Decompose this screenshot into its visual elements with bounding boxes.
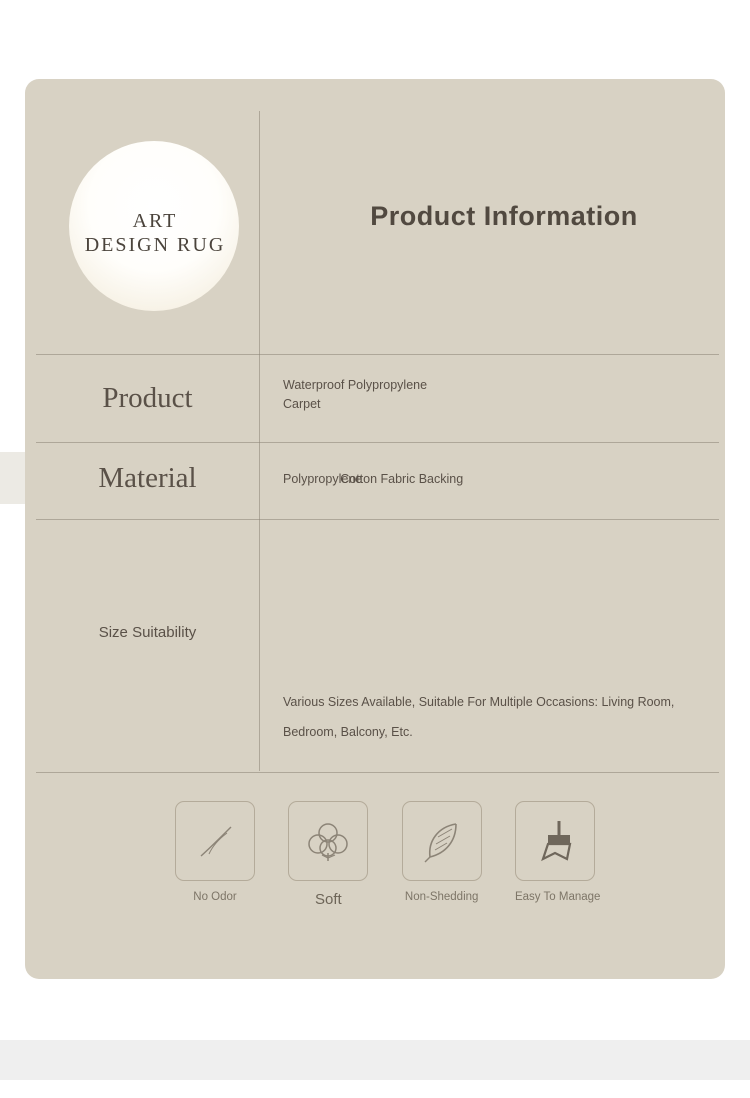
leaf-icon xyxy=(189,815,241,867)
feature-item xyxy=(514,801,601,941)
feature-label: No Odor xyxy=(193,891,237,903)
card-header xyxy=(25,79,725,354)
feature-label: Non-Shedding xyxy=(404,891,479,903)
product-information-card xyxy=(25,79,725,979)
feature-item xyxy=(288,801,368,941)
feature-icon-box xyxy=(515,801,595,881)
row-value-size-suitability: Various Sizes Available, Suitable For Multiple Occasions: Living Room, Bedroom, Balcony, Etc. xyxy=(283,695,675,739)
feature-label: Easy To Manage xyxy=(514,891,601,903)
row-label-material: Material xyxy=(98,462,197,494)
table-row xyxy=(25,519,725,772)
feature-icon-box xyxy=(402,801,482,881)
row-label-product: Product xyxy=(102,382,193,414)
material-value-b: Cotton Fabric Backing xyxy=(340,472,464,486)
row-value-material xyxy=(283,472,719,486)
cotton-flower-icon xyxy=(302,815,354,867)
row-value-product: Waterproof Polypropylene Carpet xyxy=(283,378,428,412)
feature-item xyxy=(175,801,255,941)
bottom-strip xyxy=(0,1040,750,1080)
table-row xyxy=(25,354,725,442)
bottom-strip-lower xyxy=(0,1080,750,1098)
page-edge-artifact xyxy=(0,452,25,504)
row-divider-4 xyxy=(36,772,719,773)
brand-logo-text xyxy=(45,209,265,258)
feature-icon-box xyxy=(175,801,255,881)
feather-icon xyxy=(416,815,468,867)
material-value-a: Polypropylene xyxy=(283,472,363,486)
table-row xyxy=(25,442,725,519)
feature-label: Soft xyxy=(314,891,342,908)
broom-icon xyxy=(529,815,581,867)
brand-logo-line1: ART xyxy=(132,210,178,232)
feature-icon-box xyxy=(288,801,368,881)
row-label-size-suitability: Size Suitability xyxy=(98,624,197,641)
brand-logo-line2: DESIGN RUG xyxy=(84,234,226,257)
feature-item xyxy=(402,801,482,941)
feature-list xyxy=(175,801,601,941)
page-title: Product Information xyxy=(370,201,638,231)
